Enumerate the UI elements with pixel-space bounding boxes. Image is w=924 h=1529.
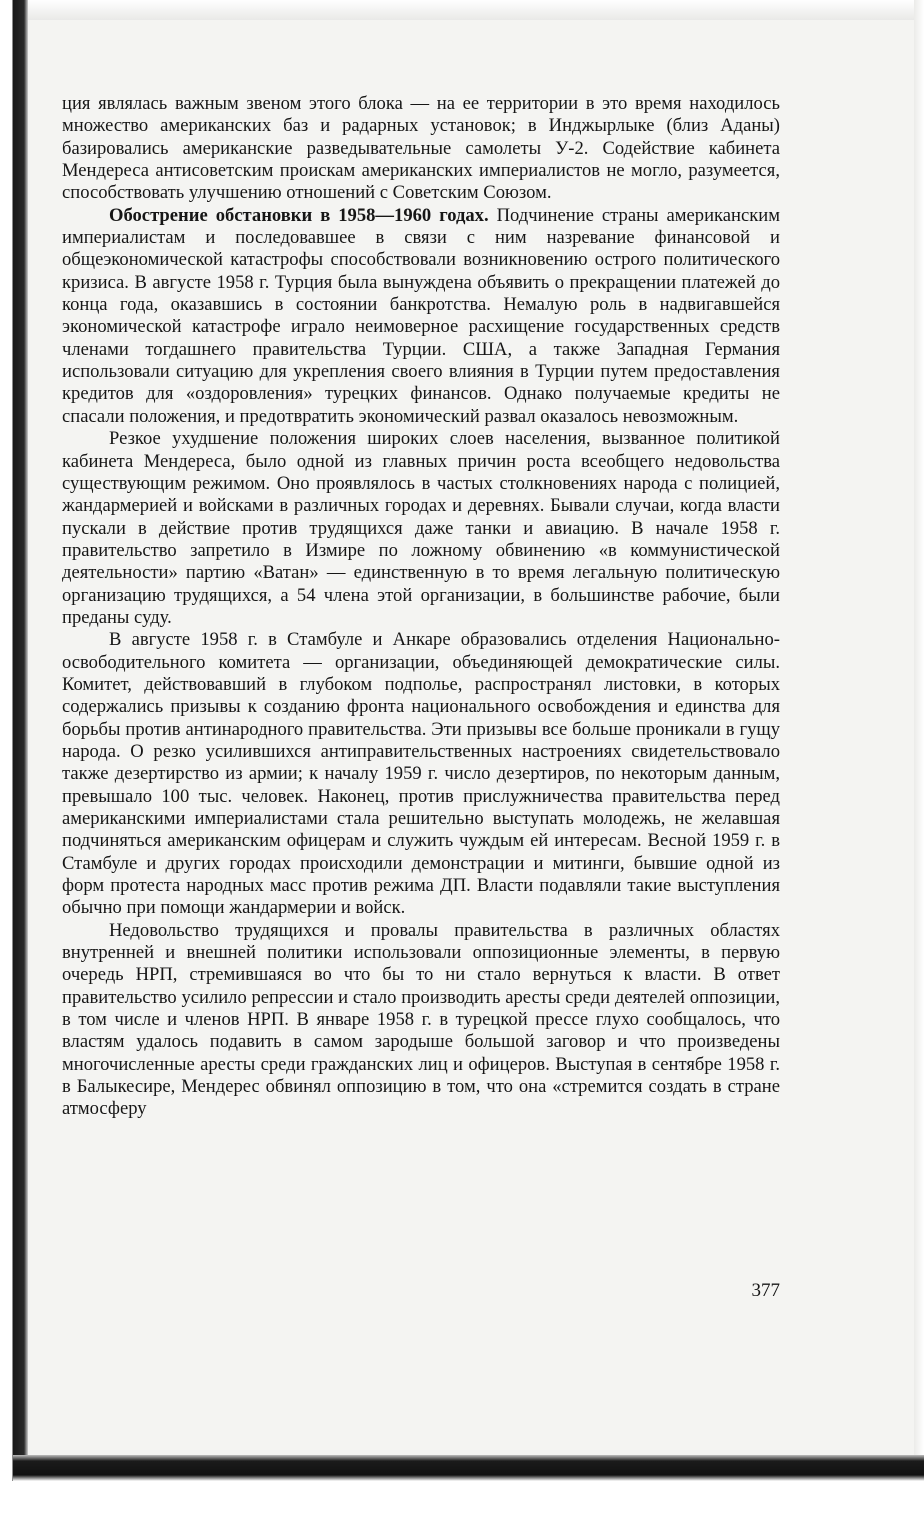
paragraph-5: Недовольство трудящихся и провалы правительства в различных областях внутренней и внешней политики использовали оппозиционные элементы, в первую очередь НРП, стремившаяся во что бы то ни стало вернуться к власти. В ответ правительство усилило репрессии и стало производить аресты среди деятелей оппозиции, в том числе и членов НРП. В январе 1958 г. в турецкой прессе глухо сообщалось, что властям удалось подавить в самом зародыше большой заговор и что произведены многочисленные аресты среди гражданских лиц и офицеров. Выступая в сентябре 1958 г. в Балыкесире, Мендерес обвинял оппозицию в том, что она «стремится создать в стране атмосферу — [62, 919, 780, 1120]
body-text — [62, 93, 780, 1121]
scan-right-edge — [914, 0, 924, 1481]
scan-top-edge — [13, 0, 924, 20]
paragraph-3: Резкое ухудшение положения широких слоев населения, вызванное политикой кабинета Мендереса, было одной из главных причин роста всеобщего недовольства существующим режимом. Оно проявлялось в частых столкновениях народа с полицией, жандармерией и войсками в различных городах и деревнях. Бывали случаи, когда власти пускали в действие против трудящихся даже танки и авиацию. В начале 1958 г. правительство запретило в Измире по ложному обвинению «в коммунистической деятельности» партию «Ватан» — единственную в то время легальную политическую организацию трудящихся, а 54 члена этой организации, в большинстве рабочие, были преданы суду. — [62, 428, 780, 628]
scan-bottom-border — [13, 1455, 924, 1481]
page-number: 377 — [751, 1280, 780, 1301]
paragraph-2-text: Подчинение страны американским империалистам и последовавшее в связи с ним назревание финансовой и общеэкономической катастрофы способствовали возникновению острого политического кризиса. В августе 1958 г. Турция была вынуждена объявить о прекращении платежей до конца года, оказавшись в состоянии банкротства. Немалую роль в надвигавшейся экономической катастрофе играло неимоверное расхищение государственных средств членами тогдашнего правительства Турции. США, а также Западная Германия использовали ситуацию для укрепления своего влияния в Турции путем предоставления кредитов для «оздоровления» турецких финансов. Однако получаемые кредиты не спасали положения, и предотвратить экономический развал оказалось невозможным. — [62, 204, 780, 427]
paragraph-1: ция являлась важным звеном этого блока — на ее территории в это время находилось множество американских баз и радарных установок; в Инджырлыке (близ Аданы) базировались американские разведывательные самолеты У-2. Содействие кабинета Мендереса антисоветским проискам американских империалистов не могло, разумеется, способствовать улучшению отношений с Советским Союзом. — [62, 93, 780, 204]
scan-margin-bottom — [0, 1481, 924, 1529]
section-heading: Обострение обстановки в 1958—1960 годах. — [109, 204, 489, 226]
paragraph-2 — [62, 205, 780, 428]
paragraph-4: В августе 1958 г. в Стамбуле и Анкаре образовались отделения Национально-освободительного комитета — организации, объединяющей демократические силы. Комитет, действовавший в глубоком подполье, распространял листовки, в которых содержались призывы к созданию фронта национального освобождения и единства для борьбы против антинародного правительства. Эти призывы все больше проникали в гущу народа. О резко усилившихся антиправительственных настроениях свидетельствовало также дезертирство из армии; к началу 1959 г. число дезертиров, по некоторым данным, превышало 100 тыс. человек. Наконец, против прислужничества правительства перед американскими империалистами стала решительно выступать молодежь, не желавшая подчиняться американским офицерам и служить чуждым ей интересам. Весной 1959 г. в Стамбуле и других городах происходили демонстрации и митинги, бывшие одной из форм протеста народных масс против режима ДП. Власти подавляли такие выступления обычно при помощи жандармерии и войск. — [62, 629, 780, 919]
scan-left-border — [0, 0, 28, 1529]
